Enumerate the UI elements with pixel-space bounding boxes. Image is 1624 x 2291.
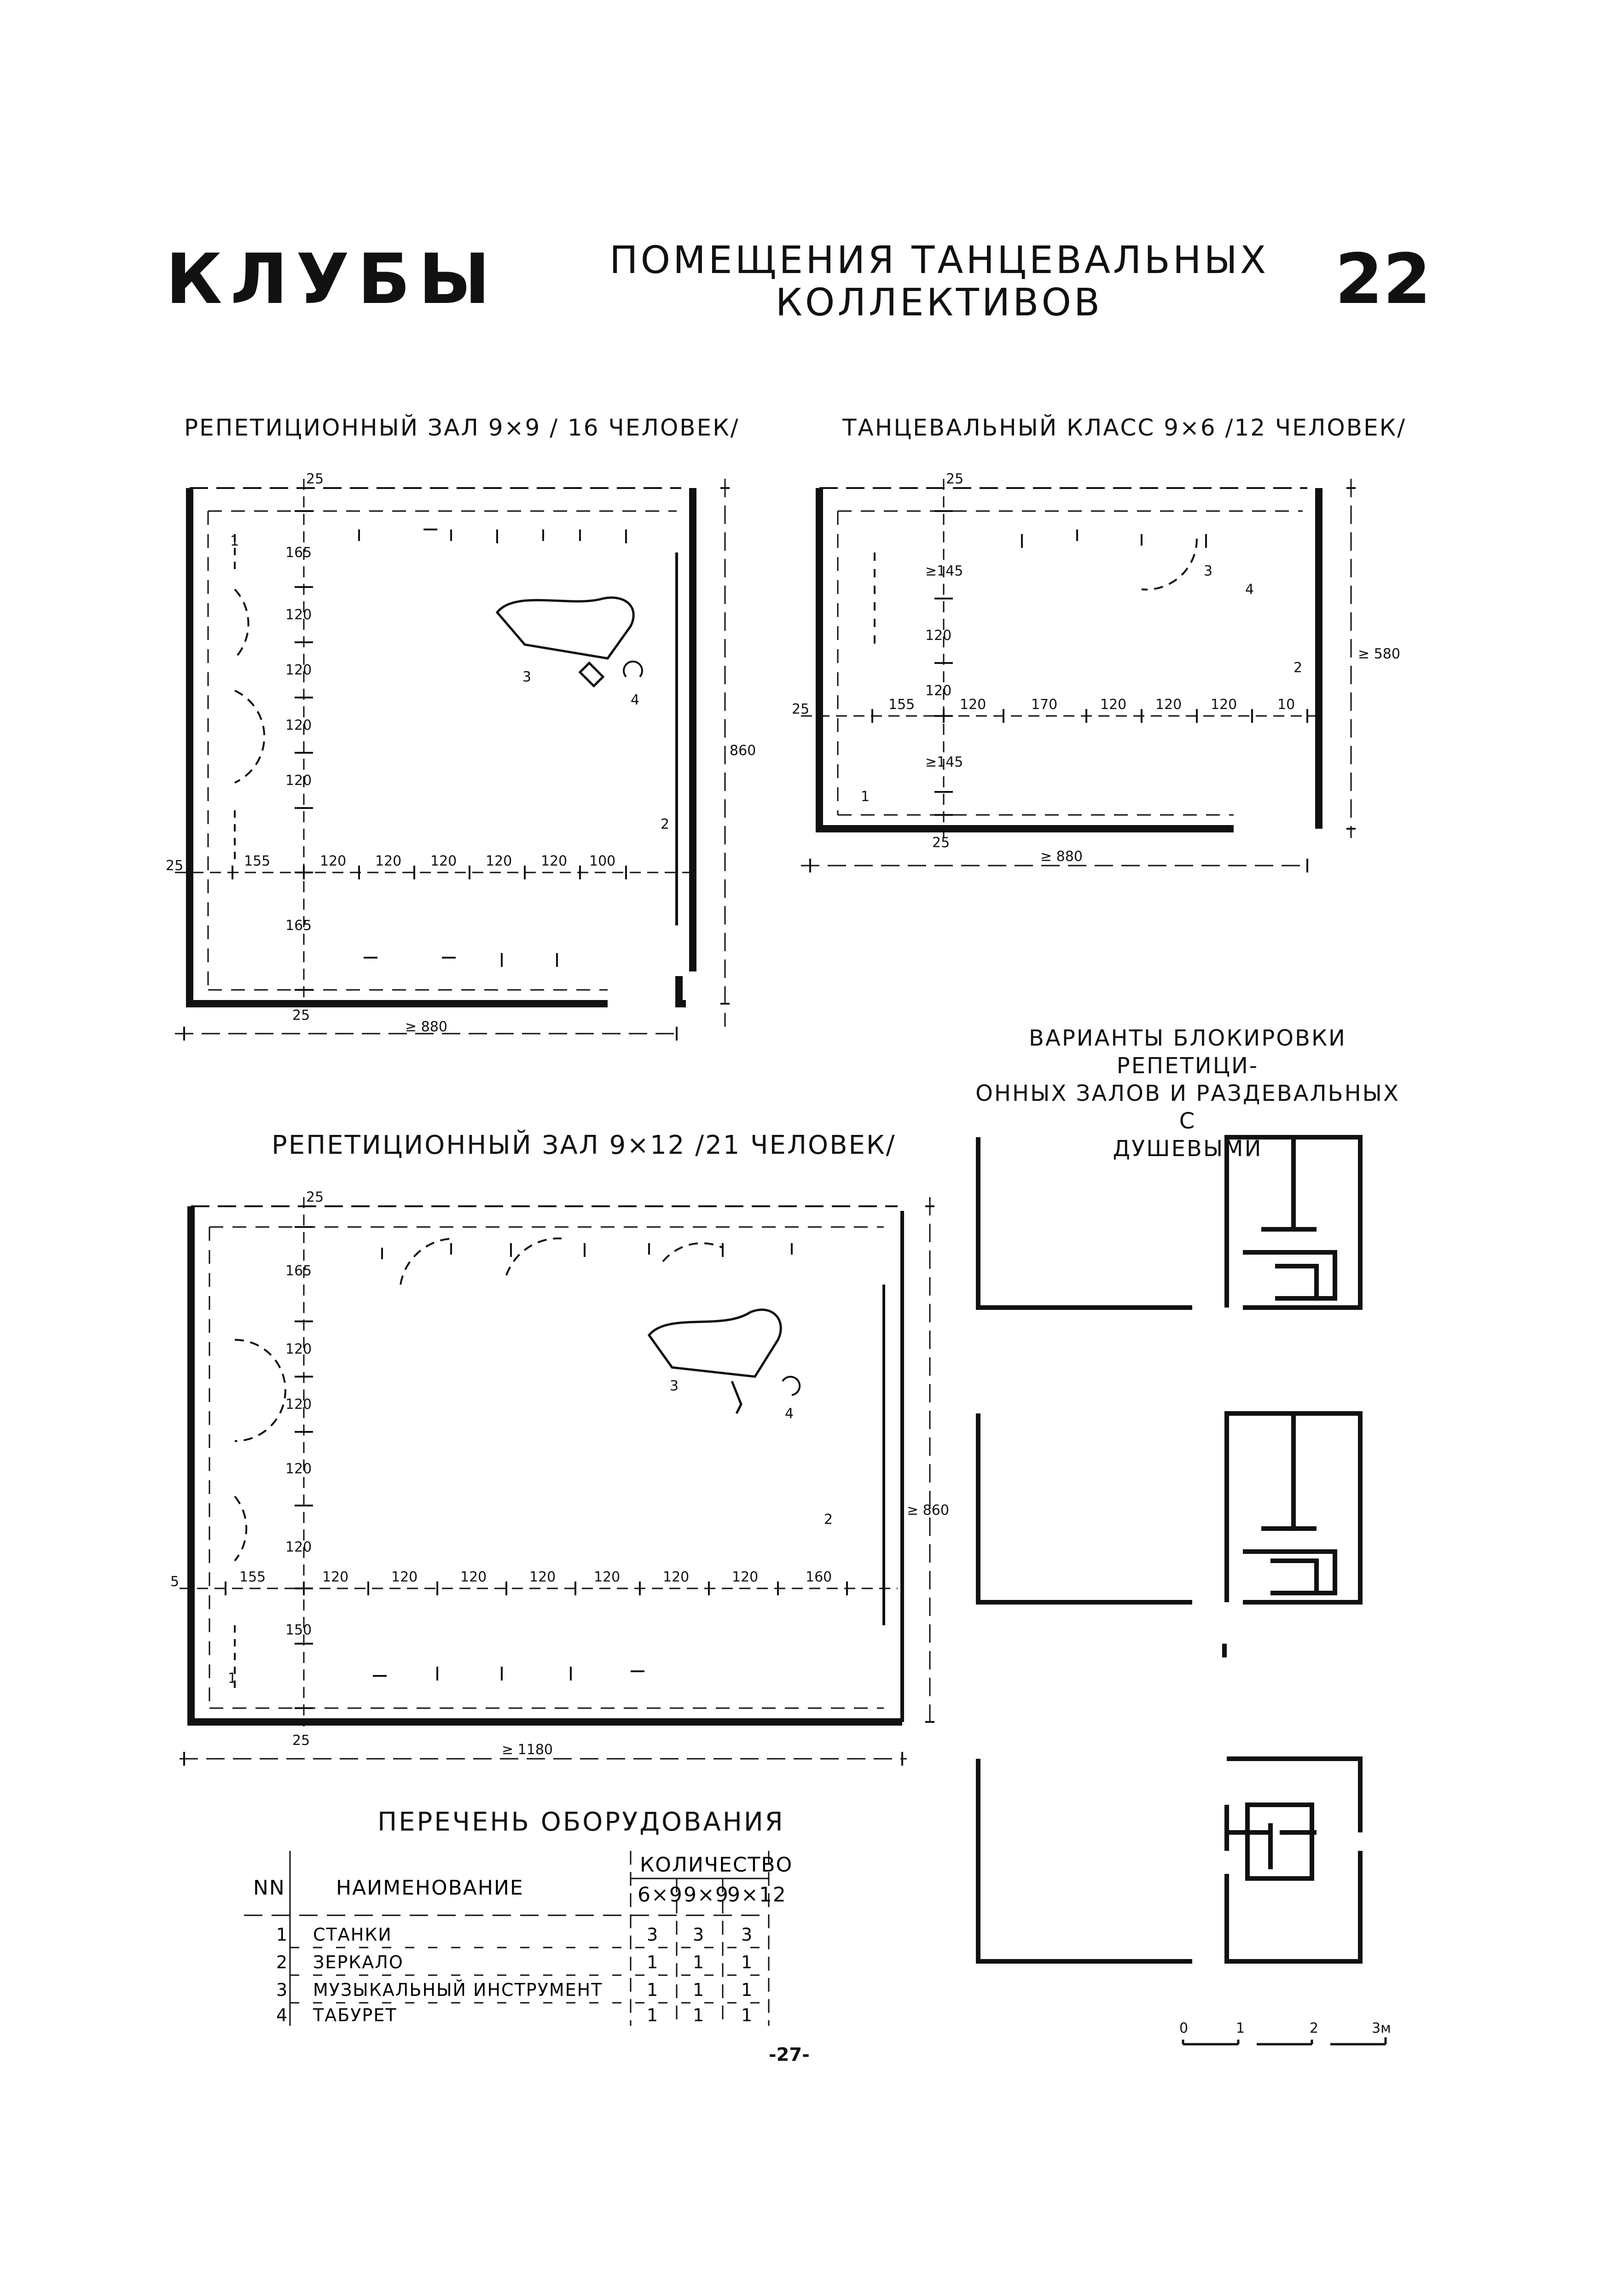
dim-label: 120 — [391, 1569, 418, 1585]
dim-label: 160 — [806, 1569, 832, 1585]
dim-label: 120 — [430, 853, 457, 869]
row-qty-6x9: 3 — [647, 1925, 659, 1945]
dim-label: 5 — [170, 1574, 180, 1590]
page-heading-line1: ПОМЕЩЕНИЯ ТАНЦЕВАЛЬНЫХ — [609, 238, 1269, 282]
row-qty-9x12: 1 — [741, 1980, 754, 2000]
scale-label: 0 — [1179, 2020, 1189, 2036]
dim-label: ≥145 — [925, 563, 963, 579]
dim-label: 100 — [589, 853, 616, 869]
marker-1: 1 — [861, 789, 870, 805]
plan-hall-9x12-drawing — [170, 1183, 953, 1782]
row-qty-9x9: 3 — [693, 1925, 705, 1945]
hall-9x12-markers — [228, 1378, 833, 1686]
dim-label: 120 — [1100, 697, 1127, 713]
blocking-variant-2 — [978, 1413, 1360, 1657]
row-qty-9x9: 1 — [693, 1952, 705, 1972]
scale-bar — [1178, 2019, 1390, 2056]
dim-label: 25 — [166, 858, 184, 874]
dim-label: 120 — [375, 853, 402, 869]
table-row — [276, 1980, 753, 2000]
dim-label: 25 — [306, 1189, 324, 1205]
plan-hall-9x12 — [170, 1183, 953, 1782]
dim-label: 155 — [888, 697, 915, 713]
row-qty-9x12: 1 — [741, 2005, 754, 2025]
marker-3: 3 — [670, 1378, 679, 1394]
table-row — [276, 1952, 753, 1972]
dim-label: 25 — [946, 471, 964, 487]
equipment-title: ПЕРЕЧЕНЬ ОБОРУДОВАНИЯ — [377, 1807, 785, 1837]
equipment-table — [244, 1842, 842, 2035]
col-header-size-9x12: 9×12 — [727, 1883, 787, 1907]
scale-label: 3м — [1372, 2020, 1390, 2036]
dim-label: 120 — [925, 628, 952, 644]
dim-label: 120 — [594, 1569, 621, 1585]
equipment-table-grid — [244, 1842, 842, 2035]
row-nn: 3 — [276, 1980, 289, 2000]
blocking-variants-drawing — [967, 1114, 1399, 1980]
marker-3: 3 — [522, 669, 532, 685]
dim-label: 150 — [285, 1622, 312, 1638]
dim-label: 155 — [239, 1569, 266, 1585]
row-nn: 4 — [276, 2005, 289, 2025]
plan-hall-9x9-drawing — [166, 460, 756, 1087]
marker-2: 2 — [824, 1512, 833, 1528]
blocking-variant-3 — [978, 1759, 1360, 1961]
plan-class-9x6 — [792, 460, 1400, 893]
section-title: КЛУБЫ — [166, 239, 499, 320]
dim-label: 120 — [960, 697, 986, 713]
col-header-size-6x9: 6×9 — [638, 1883, 683, 1907]
marker-4: 4 — [631, 692, 640, 708]
marker-1: 1 — [228, 1670, 237, 1686]
plan-hall-9x9 — [166, 460, 756, 1087]
dim-label: 120 — [1155, 697, 1182, 713]
dim-label: 170 — [1031, 697, 1058, 713]
dim-label: 120 — [285, 607, 312, 623]
dim-label: 25 — [932, 835, 950, 851]
dim-label: 25 — [306, 471, 324, 487]
marker-2: 2 — [661, 816, 670, 832]
caption-hall-9x9: РЕПЕТИЦИОННЫЙ ЗАЛ 9×9 / 16 ЧЕЛОВЕК/ — [184, 414, 740, 441]
dim-label: 120 — [285, 662, 312, 678]
marker-2: 2 — [1293, 660, 1303, 676]
row-qty-6x9: 1 — [647, 1952, 659, 1972]
col-header-quantity: КОЛИЧЕСТВО — [640, 1853, 793, 1877]
page-heading-line2: КОЛЛЕКТИВОВ — [775, 281, 1103, 325]
dim-label: 120 — [285, 1461, 312, 1477]
caption-class-9x6: ТАНЦЕВАЛЬНЫЙ КЛАСС 9×6 /12 ЧЕЛОВЕК/ — [842, 414, 1407, 441]
height-dimension: ≥ 860 — [907, 1502, 949, 1518]
col-header-nn: NN — [253, 1876, 285, 1900]
dim-label: 120 — [529, 1569, 556, 1585]
caption-blocking-line1: ВАРИАНТЫ БЛОКИРОВКИ РЕПЕТИЦИ- — [1029, 1025, 1346, 1079]
width-dimension: ≥ 880 — [405, 1019, 447, 1035]
marker-4: 4 — [1245, 581, 1254, 598]
page-footer-number: -27- — [769, 2044, 810, 2065]
marker-4: 4 — [785, 1406, 794, 1422]
dim-label: 25 — [292, 1007, 310, 1023]
dim-label: 25 — [292, 1733, 310, 1749]
width-dimension: ≥ 1180 — [502, 1742, 553, 1758]
dim-label: 120 — [460, 1569, 487, 1585]
hall-9x12-dimension-labels — [170, 1189, 949, 1758]
col-header-size-9x9: 9×9 — [684, 1883, 729, 1907]
height-dimension: ≥ 580 — [1358, 646, 1400, 662]
table-row — [276, 1925, 753, 1945]
dim-label: 120 — [1211, 697, 1237, 713]
row-qty-9x9: 1 — [693, 2005, 705, 2025]
table-row — [276, 2005, 753, 2025]
dim-label: 120 — [541, 853, 568, 869]
dim-label: 120 — [285, 1396, 312, 1413]
dim-label: 120 — [285, 717, 312, 733]
row-name: МУЗЫКАЛЬНЫЙ ИНСТРУМЕНТ — [313, 1980, 603, 2000]
row-nn: 1 — [276, 1925, 289, 1945]
dim-label: 120 — [732, 1569, 759, 1585]
dim-label: 120 — [663, 1569, 690, 1585]
height-dimension: 860 — [730, 743, 756, 759]
scale-label: 2 — [1310, 2020, 1319, 2036]
row-qty-9x12: 1 — [741, 1952, 754, 1972]
hall-9x9-dimension-labels — [166, 471, 756, 1035]
dim-label: 165 — [285, 918, 312, 934]
row-qty-9x9: 1 — [693, 1980, 705, 2000]
dim-label: 120 — [285, 1539, 312, 1555]
caption-blocking-line2: ОННЫХ ЗАЛОВ И РАЗДЕВАЛЬНЫХ С — [975, 1081, 1400, 1134]
dim-label: 165 — [285, 1263, 312, 1279]
row-qty-6x9: 1 — [647, 2005, 659, 2025]
row-nn: 2 — [276, 1952, 289, 1972]
blocking-variants — [967, 1114, 1399, 1980]
dim-label: 120 — [486, 853, 512, 869]
dim-label: 155 — [244, 853, 271, 869]
dim-label: 120 — [925, 683, 952, 699]
caption-hall-9x12: РЕПЕТИЦИОННЫЙ ЗАЛ 9×12 /21 ЧЕЛОВЕК/ — [272, 1130, 896, 1160]
row-qty-6x9: 1 — [647, 1980, 659, 2000]
row-name: СТАНКИ — [313, 1925, 392, 1945]
marker-1: 1 — [230, 533, 239, 549]
dim-label: 120 — [320, 853, 347, 869]
dim-label: 120 — [285, 773, 312, 789]
row-name: ЗЕРКАЛО — [313, 1952, 404, 1972]
scale-label: 1 — [1236, 2020, 1245, 2036]
dim-label: 25 — [792, 701, 810, 717]
dim-label: 120 — [322, 1569, 349, 1585]
row-qty-9x12: 3 — [741, 1925, 754, 1945]
dim-label: 120 — [285, 1341, 312, 1357]
width-dimension: ≥ 880 — [1040, 849, 1083, 865]
dim-label: ≥145 — [925, 754, 963, 770]
col-header-name: НАИМЕНОВАНИЕ — [336, 1876, 524, 1900]
page-number: 22 — [1335, 239, 1431, 320]
class-9x6-dimension-labels — [792, 471, 1400, 865]
caption-blocking-line3: ДУШЕВЫМИ — [1113, 1136, 1263, 1162]
dim-label: 165 — [285, 545, 312, 561]
marker-3: 3 — [1204, 563, 1213, 579]
plan-class-9x6-drawing — [792, 460, 1400, 893]
blocking-variant-1 — [978, 1137, 1360, 1308]
scale-bar-graphic — [1178, 2019, 1390, 2056]
page-heading — [598, 239, 1280, 324]
row-name: ТАБУРЕТ — [313, 2005, 397, 2025]
dim-label: 10 — [1277, 697, 1295, 713]
